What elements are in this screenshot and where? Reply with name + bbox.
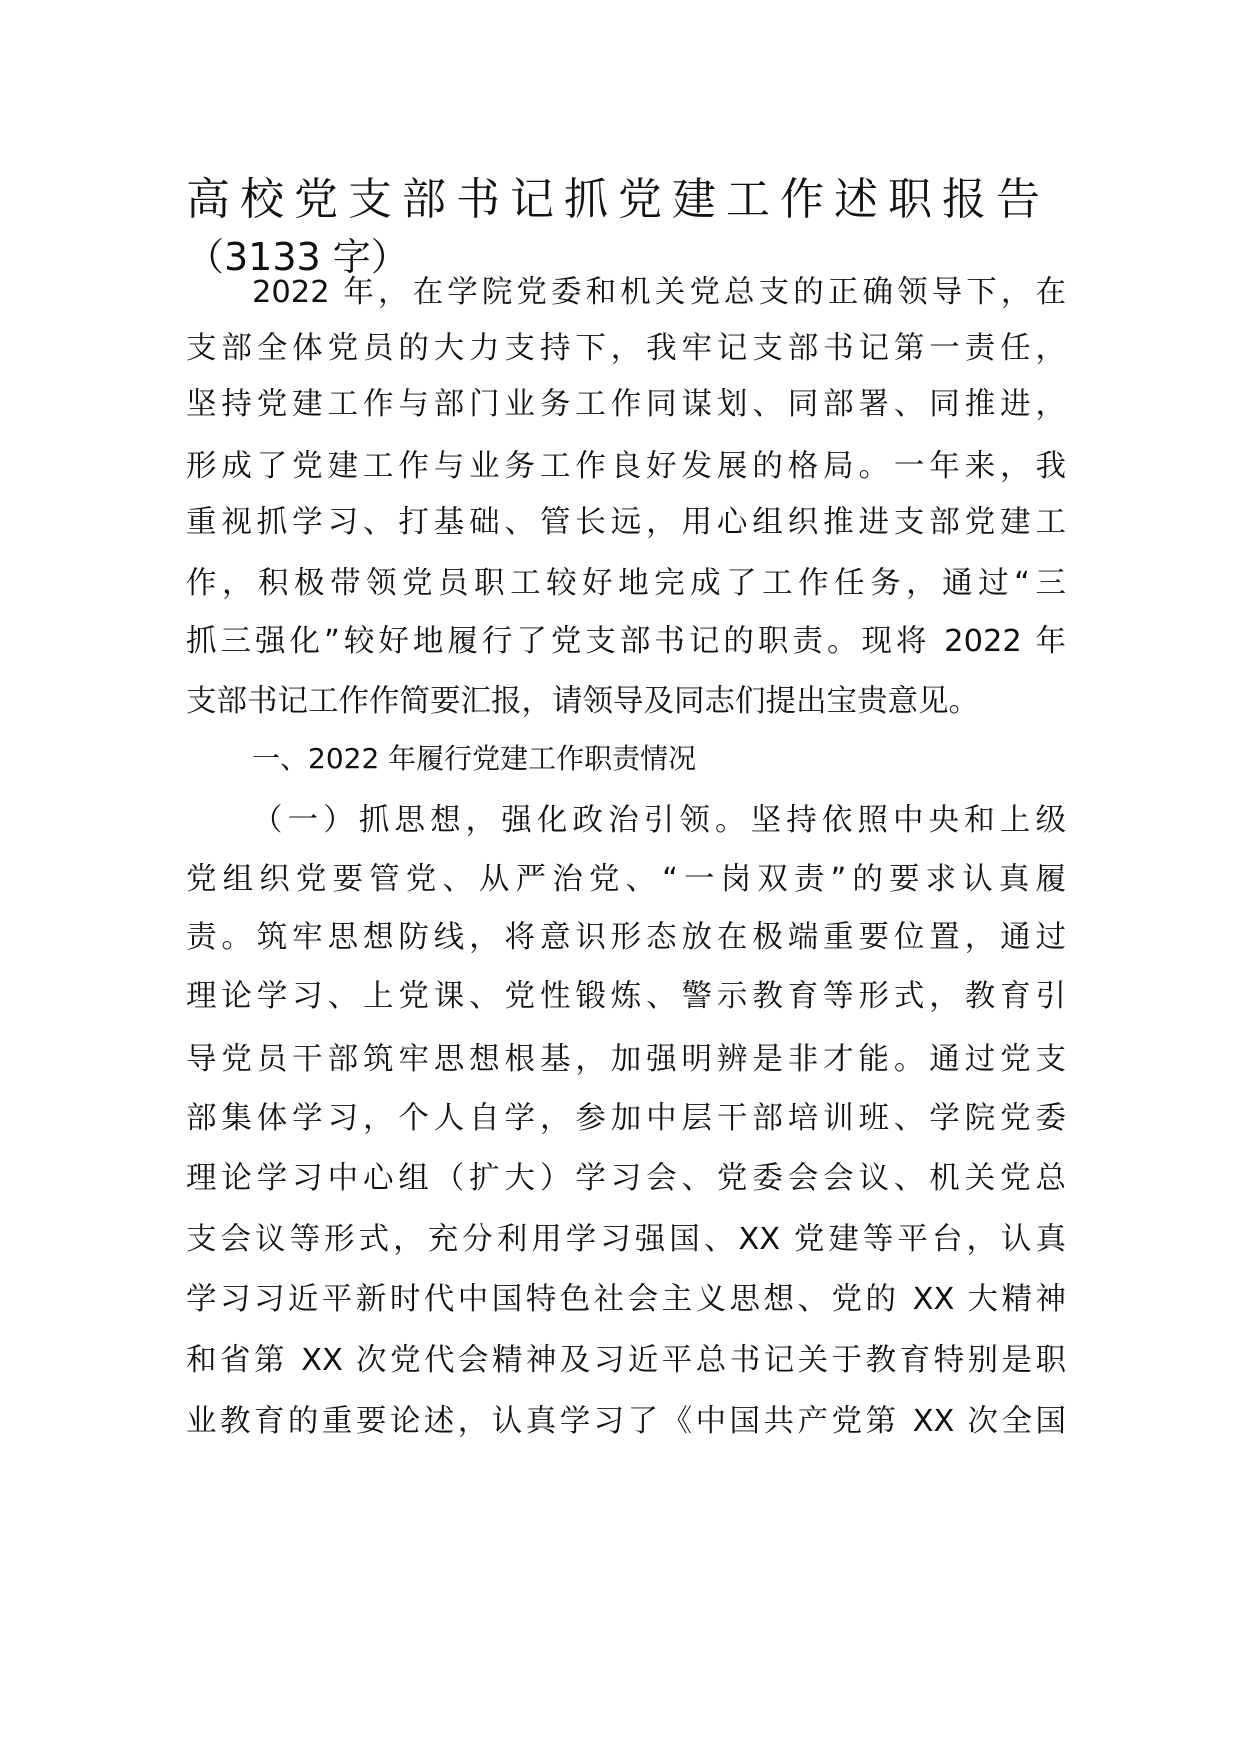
paragraph-line: 导党员干部筑牢思想根基，加强明辨是非才能。通过党支 bbox=[186, 1042, 1066, 1077]
paragraph-line: 理论学习中心组（扩大）学习会、党委会会议、机关党总 bbox=[186, 1161, 1066, 1196]
paragraph-line: 支会议等形式，充分利用学习强国、XX 党建等平台，认真 bbox=[186, 1222, 1066, 1257]
paragraph-line: 重视抓学习、打基础、管长远，用心组织推进支部党建工 bbox=[186, 505, 1066, 540]
paragraph-line: 和省第 XX 次党代会精神及习近平总书记关于教育特别是职 bbox=[186, 1343, 1066, 1378]
paragraph-line: 作，积极带领党员职工较好地完成了工作任务，通过“三 bbox=[186, 566, 1066, 601]
document-title: 高校党支部书记抓党建工作述职报告 bbox=[186, 174, 1050, 225]
paragraph-line: 坚持党建工作与部门业务工作同谋划、同部署、同推进， bbox=[186, 387, 1066, 422]
paragraph-line: 部集体学习，个人自学，参加中层干部培训班、学院党委 bbox=[186, 1101, 1066, 1136]
paragraph-line: 支部书记工作作简要汇报，请领导及同志们提出宝贵意见。 bbox=[186, 684, 979, 719]
paragraph-line: 学习习近平新时代中国特色社会主义思想、党的 XX 大精神 bbox=[186, 1282, 1066, 1317]
paragraph-line: 支部全体党员的大力支持下，我牢记支部书记第一责任， bbox=[186, 331, 1066, 366]
section-heading: 一、2022 年履行党建工作职责情况 bbox=[252, 742, 697, 775]
paragraph-line: 2022 年，在学院党委和机关党总支的正确领导下，在 bbox=[252, 275, 1066, 310]
paragraph-line: 党组织党要管党、从严治党、“一岗双责”的要求认真履 bbox=[186, 862, 1066, 897]
paragraph-line: 形成了党建工作与业务工作良好发展的格局。一年来，我 bbox=[186, 449, 1066, 484]
word-count-subtitle: （3133 字） bbox=[186, 235, 409, 279]
paragraph-line: 理论学习、上党课、党性锻炼、警示教育等形式，教育引 bbox=[186, 979, 1066, 1014]
paragraph-line: （一）抓思想，强化政治引领。坚持依照中央和上级 bbox=[252, 803, 1066, 838]
paragraph-line: 责。筑牢思想防线，将意识形态放在极端重要位置，通过 bbox=[186, 920, 1066, 955]
paragraph-line: 抓三强化”较好地履行了党支部书记的职责。现将 2022 年 bbox=[186, 624, 1066, 659]
paragraph-line: 业教育的重要论述，认真学习了《中国共产党第 XX 次全国 bbox=[186, 1404, 1066, 1439]
